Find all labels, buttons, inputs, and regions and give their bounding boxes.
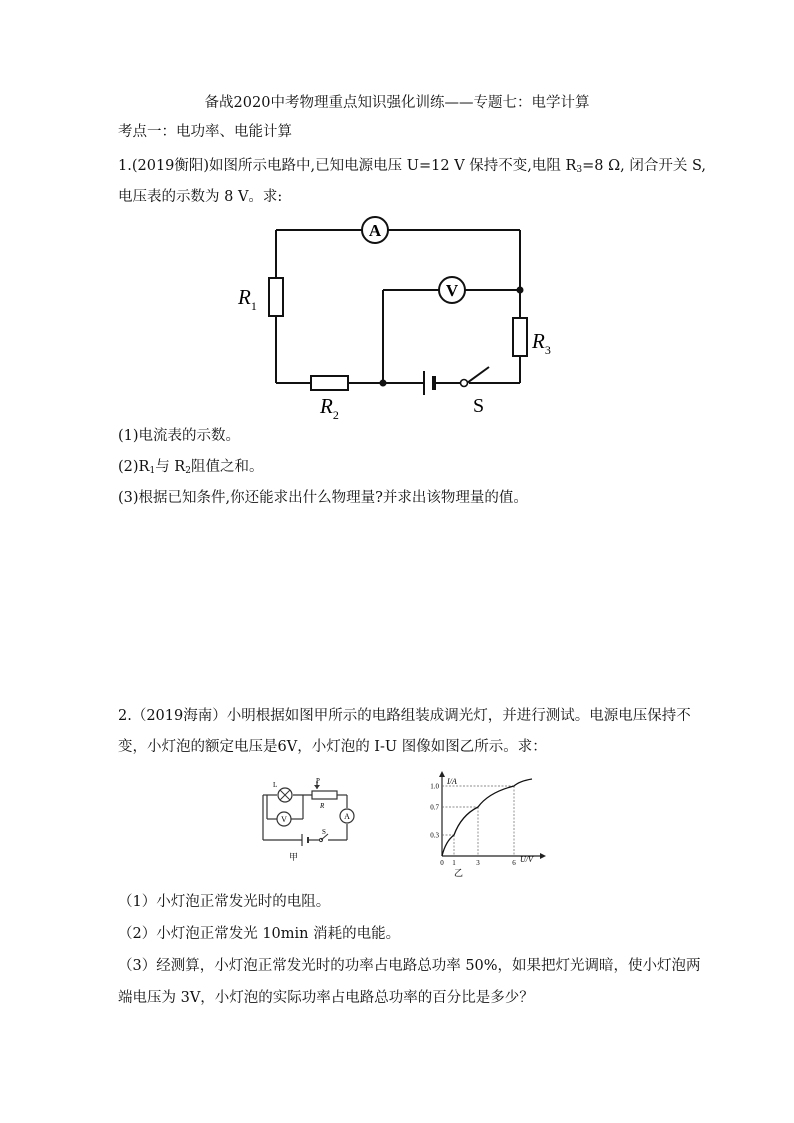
q2-slider-label: P [316, 777, 320, 785]
q2-sub3-line1: （3）经测算，小灯泡正常发光时的功率占电路总功率 50%，如果把灯光调暗，使小灯泡两 [118, 958, 701, 974]
q2-circuit-caption: 甲 [289, 852, 299, 862]
chart-x-tick-label: 6 [512, 859, 516, 867]
q1-switch-label: S [473, 395, 485, 417]
q1-stem-line1 [118, 156, 706, 180]
q1-r2-sub: 2 [332, 408, 339, 422]
q1-r1-sub: 1 [250, 299, 257, 313]
chart-y-tick-label: 0.3 [430, 831, 439, 840]
q2-stem-line1: 2.（2019海南）小明根据如图甲所示的电路组装成调光灯，并进行测试。电源电压保持不 [118, 708, 691, 724]
q1-junction-dot [380, 380, 387, 387]
chart-y-tick-label: 1.0 [430, 782, 439, 791]
q1-ammeter-label: A [368, 221, 382, 240]
q1-sub2-subscript1: 1 [149, 466, 156, 476]
chart-y-arrow [439, 771, 445, 777]
q2-ammeter-label: A [344, 812, 350, 821]
q2-chart-xlabel: U/V [520, 855, 533, 864]
q1-r1-resistor [269, 278, 283, 316]
q1-r3-label [531, 329, 551, 357]
q1-circuit-diagram [230, 210, 550, 420]
q1-r1-label [237, 285, 257, 313]
q1-switch-contact [461, 380, 468, 387]
q2-slider-arrow [314, 785, 320, 789]
chart-y-tick-label: 0.7 [430, 803, 439, 812]
q1-stem-line2: 电压表的示数为 8 V。求: [118, 189, 283, 205]
q1-sub3: (3)根据已知条件,你还能求出什么物理量?并求出该物理量的值。 [118, 490, 528, 506]
q1-sub2-text-b: 与 R [155, 459, 186, 475]
q2-iu-chart [420, 770, 550, 885]
chart-x-tick-label: 3 [476, 859, 480, 867]
q1-r2-resistor [311, 376, 348, 390]
q1-r3-sub: 3 [544, 343, 551, 357]
q1-voltmeter-label: V [445, 281, 459, 300]
q2-rheostat-label: R [320, 802, 325, 810]
q1-sub1: (1)电流表的示数。 [118, 428, 241, 444]
q1-r3-resistor [513, 318, 527, 356]
q2-switch-label: S [322, 828, 326, 836]
chart-x-tick-label: 0 [440, 859, 444, 867]
page-title: 备战2020中考物理重点知识强化训练——专题七：电学计算 [204, 95, 590, 111]
q2-chart-ylabel: I/A [447, 777, 457, 786]
q1-sub2-text-c: 阻值之和。 [190, 459, 264, 475]
q1-stem-text-b: =8 Ω, 闭合开关 S, [582, 158, 707, 174]
q1-sub2 [118, 457, 263, 481]
chart-x-arrow [540, 853, 546, 859]
chart-series-line [442, 779, 532, 856]
q2-sub2: （2）小灯泡正常发光 10min 消耗的电能。 [118, 926, 401, 942]
q1-stem-text-a: 1.(2019衡阳)如图所示电路中,已知电源电压 U=12 V 保持不变,电阻 R [118, 158, 577, 174]
q1-sub2-text-a: (2)R [118, 459, 150, 475]
q2-sub3-line2: 端电压为 3V，小灯泡的实际功率占电路总功率的百分比是多少？ [118, 990, 534, 1006]
q1-sub2-subscript2: 2 [185, 466, 191, 476]
q2-voltmeter-label: V [281, 815, 287, 824]
section-heading: 考点一：电功率、电能计算 [118, 124, 292, 140]
q2-lamp-label: L [273, 781, 278, 789]
q2-stem-line2: 变，小灯泡的额定电压是6V，小灯泡的 I-U 图像如图乙所示。求： [118, 739, 547, 755]
q2-rheostat [312, 791, 337, 799]
q2-sub1: （1）小灯泡正常发光时的电阻。 [118, 894, 331, 910]
q1-junction-dot [517, 287, 524, 294]
q1-stem-subscript: 3 [576, 165, 583, 175]
q1-r1-letter: R [238, 285, 251, 309]
q1-r2-label [319, 394, 339, 422]
q1-r3-letter: R [532, 329, 545, 353]
q2-circuit-diagram [255, 778, 365, 868]
chart-x-tick-label: 1 [452, 859, 456, 867]
q1-r2-letter: R [320, 394, 333, 418]
q2-chart-caption: 乙 [454, 868, 464, 878]
